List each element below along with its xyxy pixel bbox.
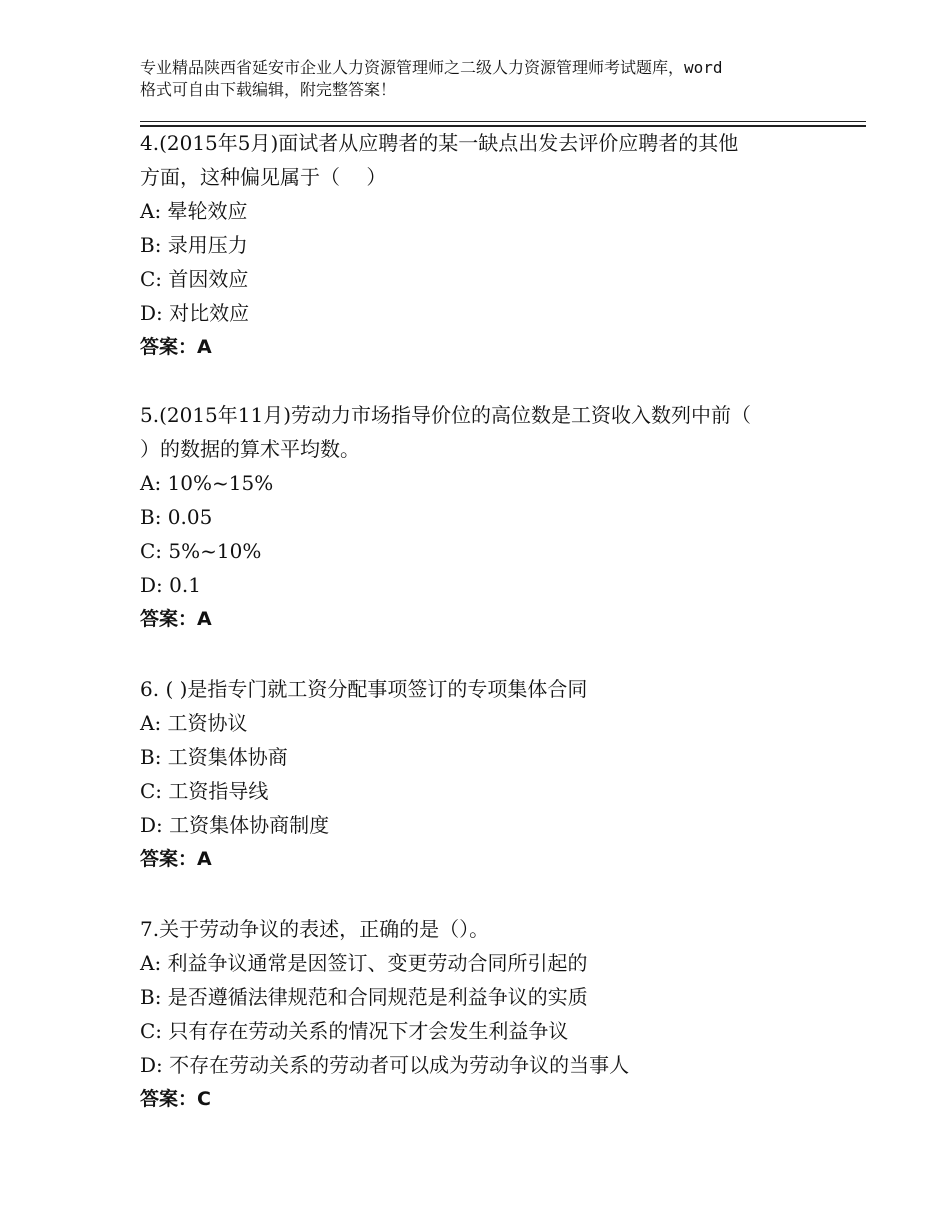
question-5 bbox=[140, 398, 830, 636]
question-stem-line: 5.(2015年11月)劳动力市场指导价位的高位数是工资收入数列中前（ bbox=[140, 403, 752, 427]
option-a: A: 晕轮效应 bbox=[140, 199, 248, 223]
question-stem-line: 方面，这种偏见属于（ ） bbox=[140, 165, 387, 189]
question-stem-line: 4.(2015年5月)面试者从应聘者的某一缺点出发去评价应聘者的其他 bbox=[140, 131, 739, 155]
option-b: B: 工资集体协商 bbox=[140, 745, 288, 769]
question-stem-line: ）的数据的算术平均数。 bbox=[140, 437, 360, 461]
option-d: D: 对比效应 bbox=[140, 301, 250, 325]
question-7 bbox=[140, 912, 830, 1116]
question-stem-line: 6. ( )是指专门就工资分配事项签订的专项集体合同 bbox=[140, 677, 588, 701]
answer-line: 答案：C bbox=[140, 1088, 211, 1110]
option-c: C: 工资指导线 bbox=[140, 779, 269, 803]
option-b: B: 0.05 bbox=[140, 505, 213, 529]
option-c: C: 5%~10% bbox=[140, 539, 262, 563]
question-stem-line: 7.关于劳动争议的表述，正确的是（）。 bbox=[140, 917, 490, 941]
answer-line: 答案：A bbox=[140, 336, 212, 358]
option-a: A: 利益争议通常是因签订、变更劳动合同所引起的 bbox=[140, 951, 588, 975]
document-header bbox=[140, 57, 830, 101]
option-d: D: 0.1 bbox=[140, 573, 201, 597]
option-b: B: 录用压力 bbox=[140, 233, 248, 257]
option-b: B: 是否遵循法律规范和合同规范是利益争议的实质 bbox=[140, 985, 588, 1009]
question-6 bbox=[140, 672, 830, 876]
question-4 bbox=[140, 126, 830, 364]
option-d: D: 不存在劳动关系的劳动者可以成为劳动争议的当事人 bbox=[140, 1053, 630, 1077]
answer-line: 答案：A bbox=[140, 848, 212, 870]
option-c: C: 只有存在劳动关系的情况下才会发生利益争议 bbox=[140, 1019, 569, 1043]
option-c: C: 首因效应 bbox=[140, 267, 249, 291]
option-a: A: 工资协议 bbox=[140, 711, 248, 735]
header-line-2: 格式可自由下载编辑，附完整答案！ bbox=[140, 80, 397, 99]
option-d: D: 工资集体协商制度 bbox=[140, 813, 330, 837]
header-line-1: 专业精品陕西省延安市企业人力资源管理师之二级人力资源管理师考试题库，word bbox=[140, 58, 723, 77]
answer-line: 答案：A bbox=[140, 608, 212, 630]
option-a: A: 10%~15% bbox=[140, 471, 274, 495]
